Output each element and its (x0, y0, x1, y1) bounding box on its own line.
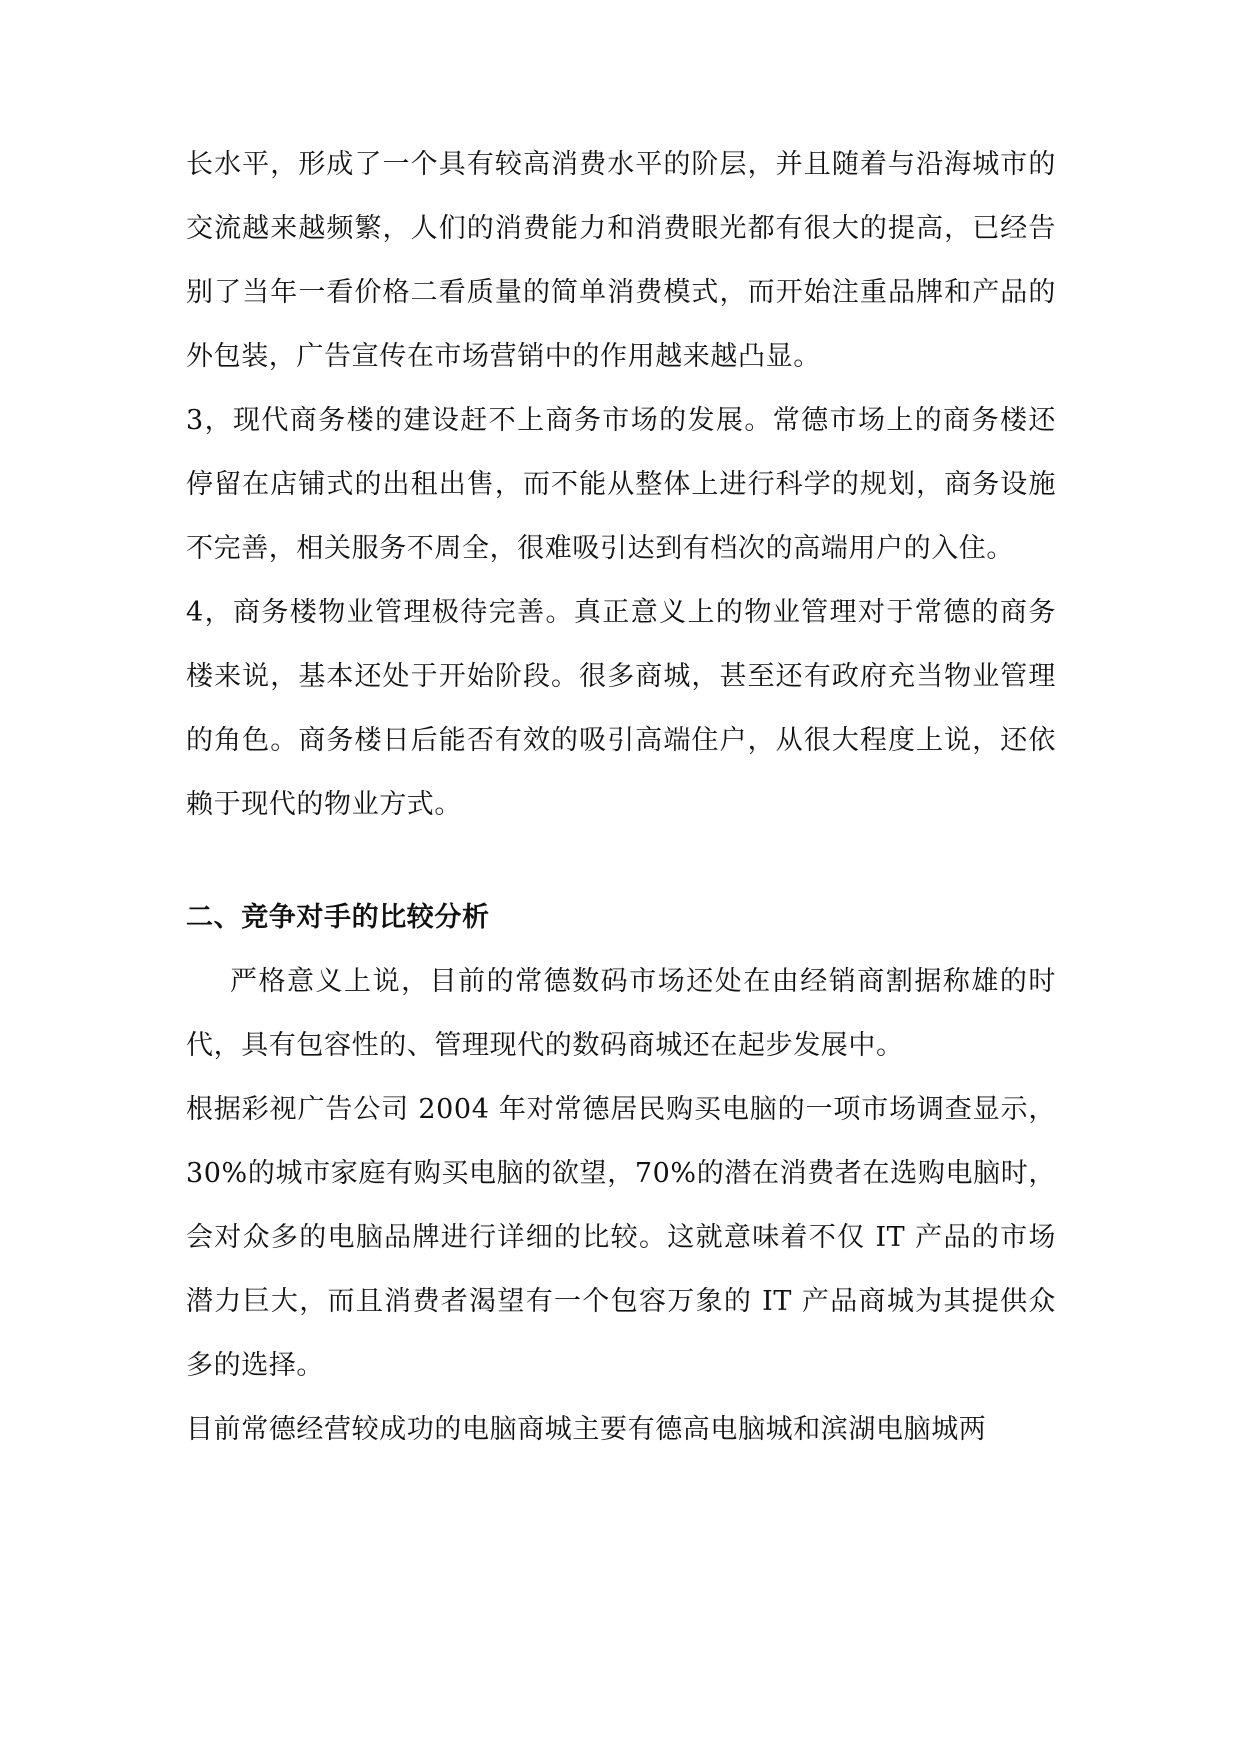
section-2-body (186, 950, 1056, 1462)
paragraph-market-overview: 严格意义上说，目前的常德数码市场还处在由经销商割据称雄的时代，具有包容性的、管理现代的数码商城还在起步发展中。 (186, 966, 1056, 1061)
paragraph-market-survey: 根据彩视广告公司 2004 年对常德居民购买电脑的一项市场调查显示，30%的城市家庭有购买电脑的欲望，70%的潜在消费者在选购电脑时，会对众多的电脑品牌进行详细的比较。这就意味着不仅 IT 产品的市场潜力巨大，而且消费者渴望有一个包容万象的 IT 产品商城为其提供众多的选择。 (186, 1094, 1056, 1381)
paragraph-competitors: 目前常德经营较成功的电脑商城主要有德高电脑城和滨湖电脑城两 (186, 1414, 987, 1445)
paragraph-point-3-office-buildings: 3，现代商务楼的建设赶不上商务市场的发展。常德市场上的商务楼还停留在店铺式的出租出售，而不能从整体上进行科学的规划，商务设施不完善，相关服务不周全，很难吸引达到有档次的高端用户的入住。 (186, 405, 1056, 564)
paragraph-consumption-level: 长水平，形成了一个具有较高消费水平的阶层，并且随着与沿海城市的交流越来越频繁，人们的消费能力和消费眼光都有很大的提高，已经告别了当年一看价格二看质量的简单消费模式，而开始注重品牌和产品的外包装，广告宣传在市场营销中的作用越来越凸显。 (186, 149, 1056, 372)
paragraph-point-4-property-management: 4，商务楼物业管理极待完善。真正意义上的物业管理对于常德的商务楼来说，基本还处于开始阶段。很多商城，甚至还有政府充当物业管理的角色。商务楼日后能否有效的吸引高端住户，从很大程度上说，还依赖于现代的物业方式。 (186, 597, 1056, 820)
section-1-body (186, 133, 1056, 837)
section-2-heading: 二、竞争对手的比较分析 (186, 902, 490, 933)
